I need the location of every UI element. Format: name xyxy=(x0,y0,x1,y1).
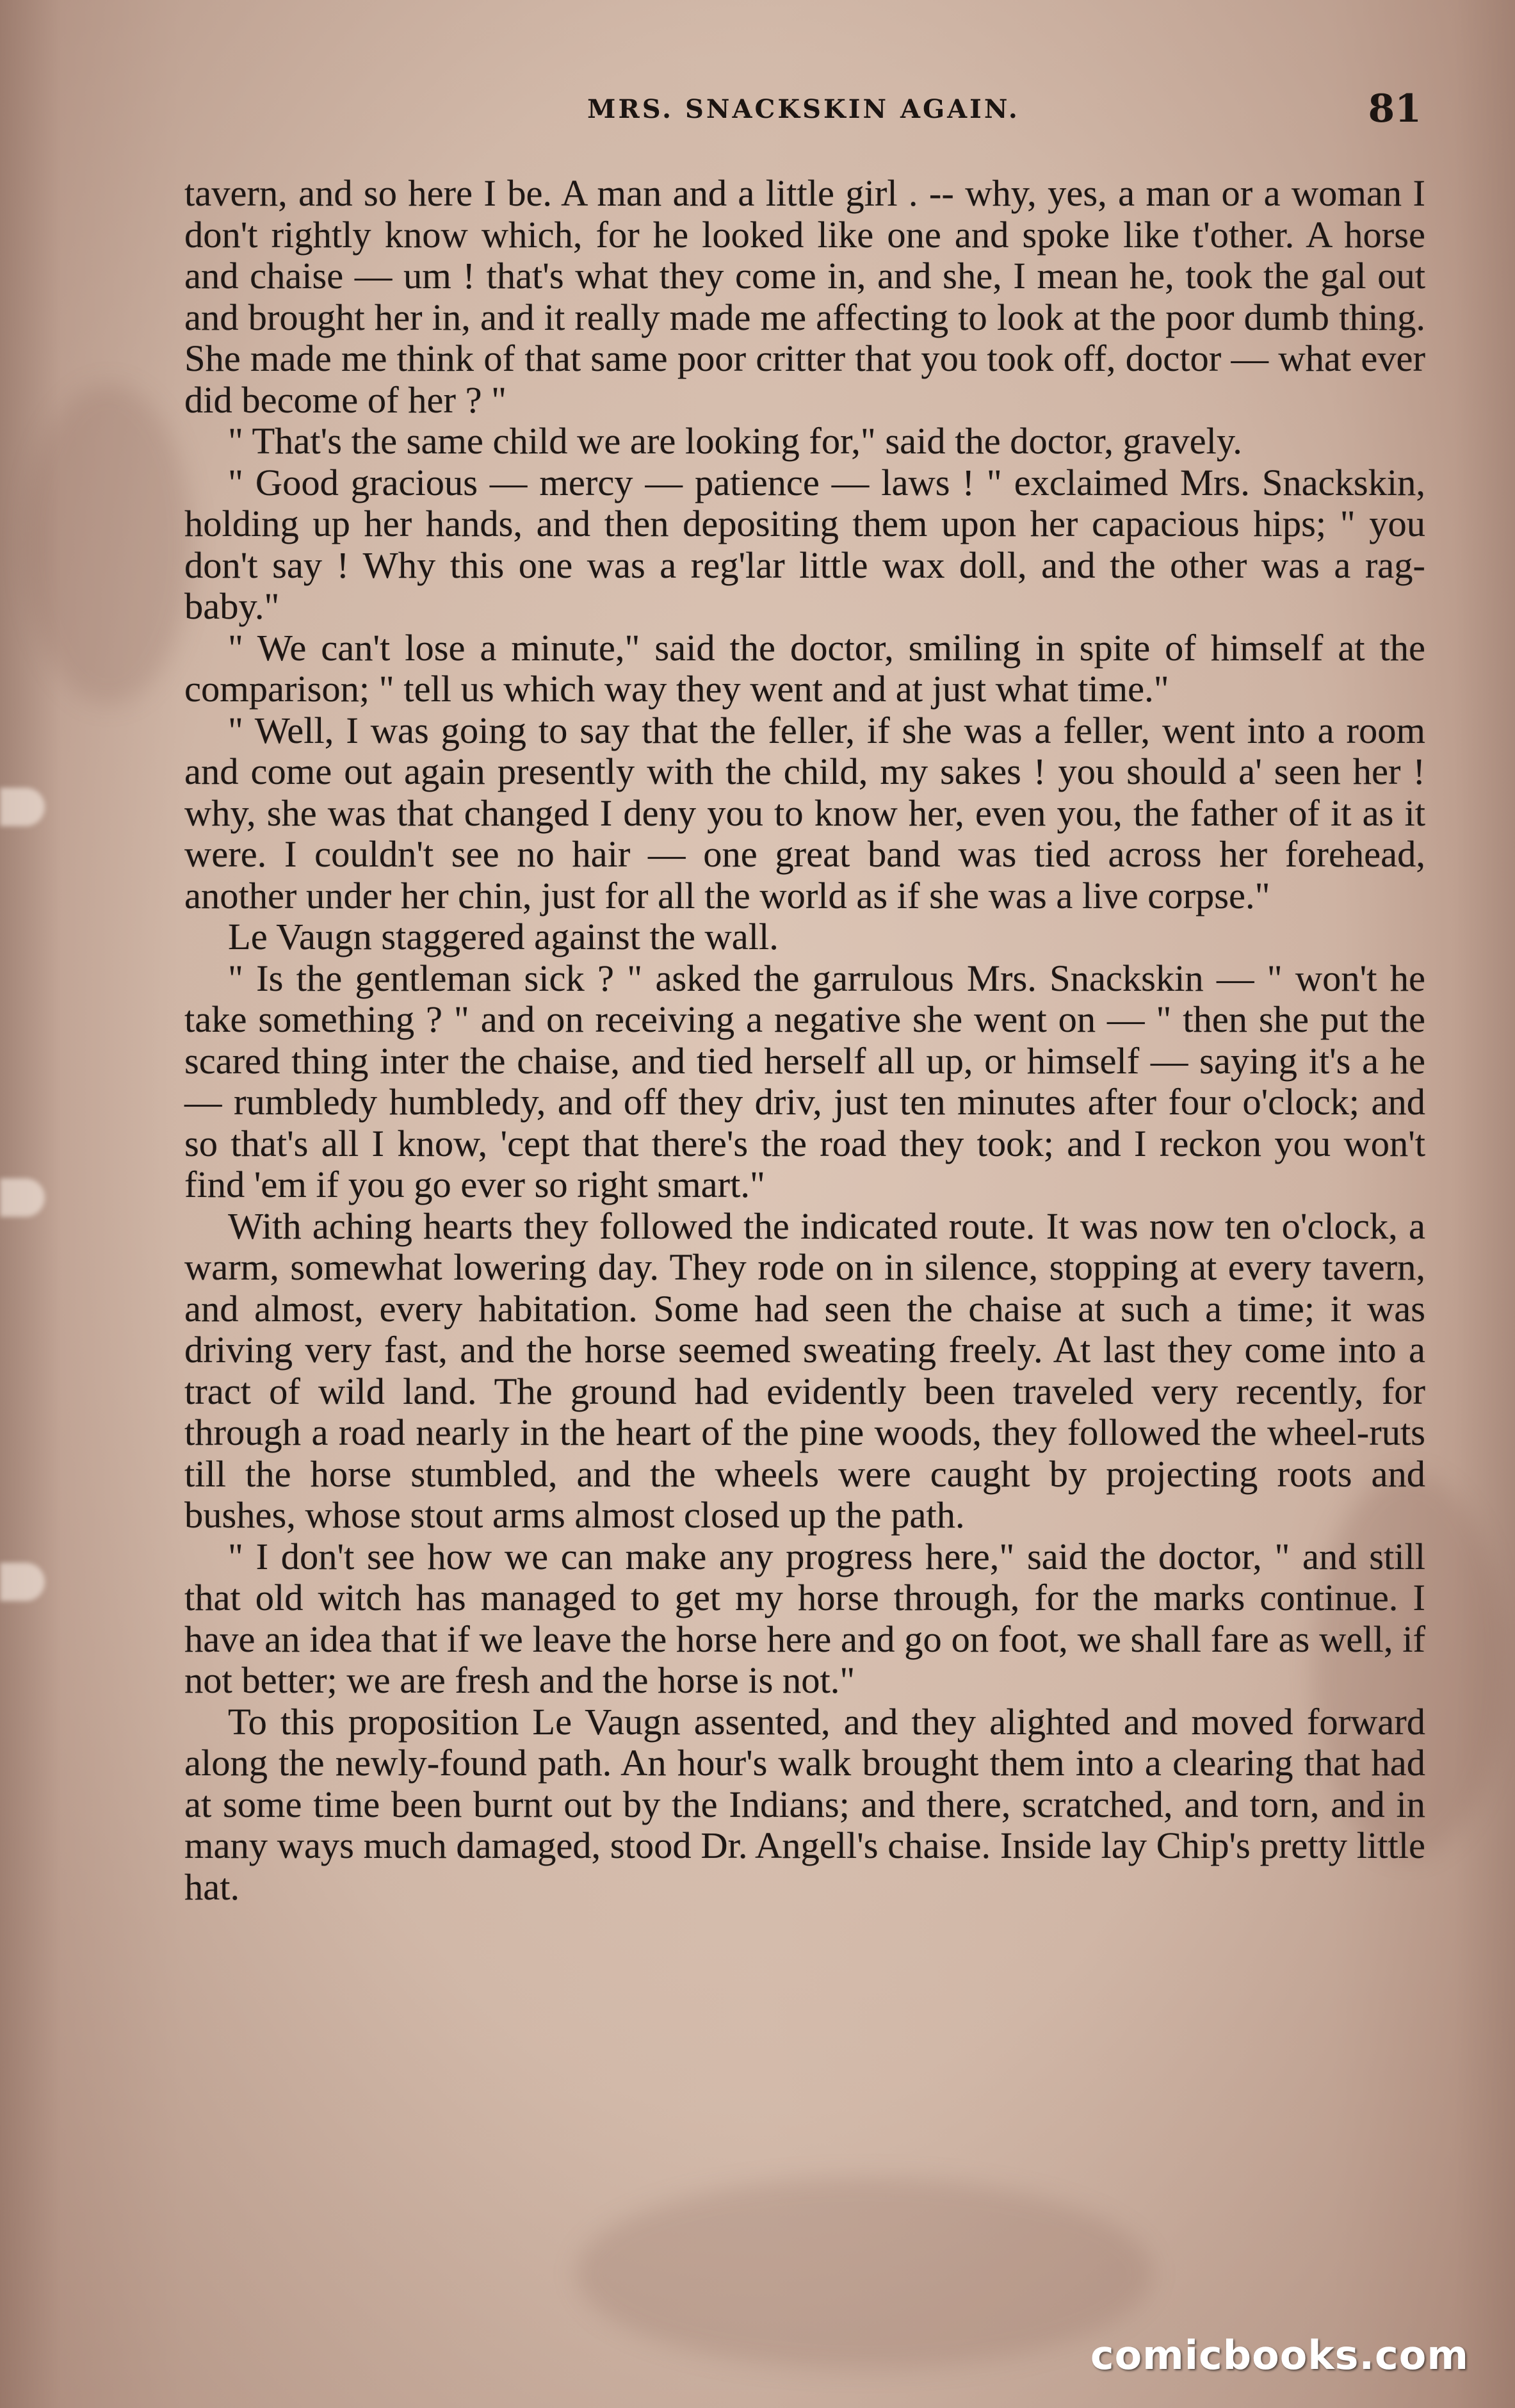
page-edge-mark xyxy=(0,1178,45,1217)
paragraph: With aching hearts they followed the indicated route. It was now ten o'clock, a warm, somewhat lowering day. They rode on in silence, stopping at every tavern, and almost, every habitation. Some had seen the chaise at such a time; it was driving very fast, and the horse seemed sweating freely. At last they come into a tract of wild land. The ground had evidently been traveled very recently, for through a road nearly in the heart of the pine woods, they followed the wheel-ruts till the horse stumbled, and the wheels were caught by projecting roots and bushes, whose stout arms almost closed up the path. xyxy=(184,1205,1425,1536)
paragraph: " Good gracious — mercy — patience — laws ! " exclaimed Mrs. Snackskin, holding up her hands, and then depositing them upon her capacious hips; " you don't say ! Why this one was a reg'lar little wax doll, and the other was a rag-baby." xyxy=(184,461,1425,627)
running-head: MRS. SNACKSKIN AGAIN. xyxy=(587,94,1020,124)
paragraph: " We can't lose a minute," said the doctor, smiling in spite of himself at the comparison; " tell us which way they went and at just what time." xyxy=(184,626,1425,710)
paragraph: tavern, and so here I be. A man and a little girl . -- why, yes, a man or a woman I don't rightly know which, for he looked like one and spoke like t'other. A horse and chaise — um ! that's what they come in, and she, I mean he, took the gal out and brought her in, and it really made me affecting to look at the poor dumb thing. She made me think of that same poor critter that you took off, doctor — what ever did become of her ? " xyxy=(184,172,1425,421)
page-stain xyxy=(576,2177,1153,2370)
paragraph: To this proposition Le Vaugn assented, and they alighted and moved forward along the newly-found path. An hour's walk brought them into a clearing that had at some time been burnt out by the Indians; and there, scratched, and torn, and in many ways much damaged, stood Dr. Angell's chaise. Inside lay Chip's pretty little hat. xyxy=(184,1700,1425,1908)
paragraph: " Well, I was going to say that the feller, if she was a feller, went into a room and come out again presently with the child, my sakes ! you should a' seen her ! why, she was that changed I deny you to know her, even you, the father of it as it were. I couldn't see no hair — one great band was tied across her forehead, another under her chin, just for all the world as if she was a live corpse." xyxy=(184,709,1425,916)
paragraph: " I don't see how we can make any progress here," said the doctor, " and still that old witch has managed to get my horse through, for the marks continue. I have an idea that if we leave the horse here and go on foot, we shall fare as well, if not better; we are fresh and the horse is not." xyxy=(184,1535,1425,1701)
body-text xyxy=(184,173,1425,1908)
page-stain xyxy=(26,384,192,704)
paragraph: " Is the gentleman sick ? " asked the garrulous Mrs. Snackskin — " won't he take something ? " and on receiving a negative she went on — " then she put the scared thing inter the chaise, and tied herself all up, or himself — saying it's a he — rumbledy humbledy, and off they driv, just ten minutes after four o'clock; and so that's all I know, 'cept that there's the road they took; and I reckon you won't find 'em if you go ever so right smart." xyxy=(184,957,1425,1205)
paragraph: Le Vaugn staggered against the wall. xyxy=(228,916,779,957)
watermark: comicbooks.com xyxy=(1090,2332,1469,2379)
page-header xyxy=(186,80,1422,144)
page-edge-mark xyxy=(0,1563,45,1601)
paragraph: " That's the same child we are looking for," said the doctor, gravely. xyxy=(228,420,1242,462)
page-edge-mark xyxy=(0,788,45,826)
page-number: 81 xyxy=(1368,86,1422,131)
